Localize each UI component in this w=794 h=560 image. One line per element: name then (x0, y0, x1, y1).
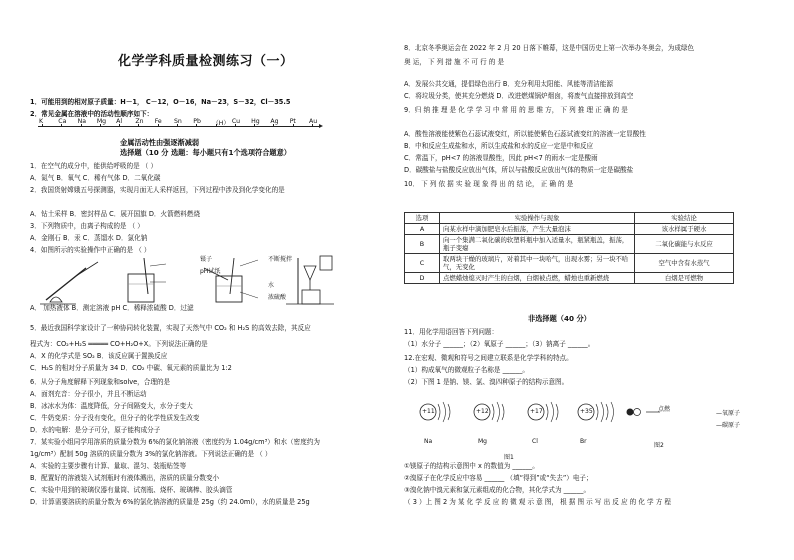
question-8-ab: A．发展公共交通，提倡绿色出行 B．充分利用太阳能、风能等清洁能源 (404, 80, 613, 88)
page-title: 化学学科质量检测练习（一） (118, 54, 294, 69)
question-6-a: A．面剂充音：分子很小，并且不断运动 (30, 390, 147, 398)
table-cell: 点燃蜡烛熄灭时产生的白烟，白烟被点燃，蜡烛也重新燃烧 (440, 273, 635, 284)
question-1: 1．在空气的成分中，能供给呼吸的是 （ ） (30, 162, 158, 170)
question-6: 6．从分子角度解释下列现象和solve，合理的是 (30, 378, 171, 386)
series-tick (61, 124, 62, 127)
question-5-options-ab: A．X 的化学式是 SO₂ B．该反应属于置换反应 (30, 352, 168, 360)
series-tick (81, 124, 82, 127)
atom-label-na: Na (424, 438, 433, 445)
label-stirring: 不断搅拌 (268, 256, 293, 263)
question-5-options-cd: C．H₂S 的相对分子质量为 34 D．CO₂ 中碳、氧元素的质量比为 1:2 (30, 364, 232, 372)
question-5-equation: 程式为：CO₂+H₂S ═════ CO+H₂O+X。下列说法正确的是 (30, 340, 208, 348)
series-tick (138, 124, 139, 127)
label-ph-paper: pH试纸 (200, 268, 221, 275)
activity-series-item: Au (309, 118, 318, 125)
activity-series-item: （H） (212, 120, 230, 127)
ph-test-icon (128, 258, 166, 302)
activity-series-item: K (39, 118, 44, 125)
question-12-2-1: ①镁原子的结构示意图中 x 的数值为 ______。 (404, 462, 539, 470)
activity-series-item: Pb (193, 118, 201, 125)
question-3-options: A．金刚石 B．汞 C．蒸馏水 D．氯化钠 (30, 234, 148, 242)
activity-caption: 金属活动性由强逐渐减弱 (120, 138, 200, 147)
question-9-c: C．常温下，pH<7 的溶液显酸性，因此 pH<7 的雨水一定是酸雨 (404, 154, 598, 162)
reaction-condition: 点燃 (658, 406, 671, 413)
dilute-acid-icon (204, 258, 258, 302)
question-7-b: B．配置好的溶液装入试剂瓶时有液体溅出，溶质的质量分数变小 (30, 474, 220, 482)
label-tweezers: 镊子 (200, 256, 213, 263)
question-8: 8．北京冬季奥运会在 2022 年 2 月 20 日落下帷幕，这是中国历史上第一次举办冬奥会，为成绿色 (404, 44, 695, 52)
table-cell: A (405, 224, 440, 235)
non-choice-heading: 非选择题（40 分） (528, 314, 591, 323)
question-8-cd: C．将垃圾分类，使其充分燃烧 D．改进燃煤锅炉烟囱，将废气直接排放到高空 (404, 92, 634, 100)
activity-series-item: Hg (251, 118, 260, 125)
choice-section-heading: 选择题（10 分 选题：每小题只有1个选项符合题意） (120, 148, 291, 157)
atomic-mass-note: 1．可能用到的相对原子质量：H－1， C－12，O－16，Na－23，S－32，Cl－35.5 (30, 98, 291, 106)
question-12-2-3: ③溴化钠中溴元素和氯元素组成的化合物，其化学式为 ______。 (404, 486, 591, 494)
left-column (30, 0, 402, 560)
figure-2-caption: 图2 (654, 442, 664, 449)
question-9-b: B．中和反应生成盐和水，所以生成盐和水的反应一定是中和反应 (404, 142, 594, 150)
question-2: 2．我国货射嫦娥五号探测器，实现月面无人采样返回，下列过程中涉及到化学变化的是 (30, 186, 285, 194)
question-11: 11．用化学用语回答下列问题： (404, 328, 499, 336)
right-column (404, 0, 774, 560)
series-tick (254, 124, 255, 127)
question-7-a: A．实验的主要步骤有计算、量取、混匀、装瓶贴签等 (30, 462, 187, 470)
experiment-table (404, 212, 734, 284)
nucleus-br: +35 (580, 408, 593, 415)
question-9: 9．归 纳 推 理 是 化 学 学 习 中 常 用 的 思 维 方， 下 列 推 理 正 确 的 是 (404, 106, 628, 114)
question-9-d: D．碳酸盐与盐酸反应放出气体，所以与盐酸反应放出气体的物质一定是碳酸盐 (404, 166, 634, 174)
label-water: 水 (268, 282, 275, 289)
table-cell: 白烟是可燃物 (635, 273, 734, 284)
question-12-3: （ 3 ）上 图 2 为 某 化 学 反 应 的 微 观 示 意 图， 根 据 图 示 写 出 反 应 的 化 学 方 程 (404, 498, 671, 506)
table-cell: 向某水样中滴加肥皂水后振荡，产生大量泡沫 (440, 224, 635, 235)
table-cell: 二氧化碳能与水反应 (635, 235, 734, 254)
atom-structure-figure (408, 392, 671, 448)
nucleus-mg: +12 (476, 408, 489, 415)
series-tick (196, 124, 197, 127)
table-cell: 空气中含有水蒸气 (635, 254, 734, 273)
filtration-icon (286, 256, 334, 304)
series-tick (100, 124, 101, 127)
question-4-options: A． 加热液体 B．测定溶液 pH C．稀释浓硫酸 D．过滤 (30, 304, 194, 312)
table-cell: 向一个集满二氧化碳的软塑料瓶中加入适量水，瓶紧瓶盖，振荡，瓶子变瘪 (440, 235, 635, 254)
series-tick (158, 124, 159, 127)
activity-series-item: Fe (154, 118, 162, 125)
series-tick (273, 124, 274, 127)
question-9-a: A．酸性溶液能使紫色石蕊试液变红，所以能使紫色石蕊试液变红的溶液一定显酸性 (404, 130, 646, 138)
nucleus-na: +11 (422, 408, 435, 415)
series-tick (312, 124, 313, 127)
series-tick (216, 124, 217, 127)
table-cell: D (405, 273, 440, 284)
table-header-row (405, 213, 734, 224)
activity-series-item: Ca (58, 118, 67, 125)
question-11-blanks: （1）水分子 ______；（2）氧原子 ______；（3）钠离子 ______。 (404, 340, 595, 348)
table-row (405, 235, 734, 254)
atom-label-mg: Mg (478, 438, 487, 445)
activity-series-item: Sn (174, 118, 182, 125)
table-header: 实验操作与现象 (440, 213, 635, 224)
question-12: 12.在宏观、微观和符号之间建立联系是化学学科的特点。 (404, 354, 573, 362)
question-10: 10． 下 列 依 据 实 验 现 象 得 出 的 结 论， 正 确 的 是 (404, 180, 574, 188)
activity-series-item: Zn (135, 118, 144, 125)
table-row (405, 254, 734, 273)
table-cell: B (405, 235, 440, 254)
question-8-cont: 奥 运， 下 列 措 施 不 可 行 的 是 (404, 58, 505, 66)
figure-1-caption: 图1 (504, 454, 514, 461)
question-7-c: C．实验中用到的玻璃仪器有量筒、试剂瓶、烧杯、玻璃棒、胶头滴管 (30, 486, 233, 494)
atom-label-cl: Cl (532, 438, 538, 445)
activity-series-bar (38, 118, 320, 135)
reaction-diagram-icon (627, 409, 661, 416)
table-cell: C (405, 254, 440, 273)
series-tick (235, 124, 236, 127)
series-tick (293, 124, 294, 127)
series-tick (42, 124, 43, 127)
legend-oxygen: —氧原子 (716, 410, 741, 417)
label-conc-acid: 浓硫酸 (268, 294, 287, 301)
question-7-cont: 1g/cm³）配制 50g 溶质的质量分数为 3%的氯化钠溶液。下列说法正确的是 （ ） (30, 450, 272, 458)
activity-series-item: Ag (270, 118, 279, 125)
table-cell: 取两块干燥的玻璃片，对着其中一块哈气，出现水雾；另一块不哈气，无变化 (440, 254, 635, 273)
question-6-d: D．水的电解：是分子可分，原子能构成分子 (30, 426, 161, 434)
question-7: 7．某实验小组同学用溶质的质量分数为 6%的氯化钠溶液（密度约为 1.04g/cm³）和水（密度约为 (30, 438, 321, 446)
table-header: 选项 (405, 213, 440, 224)
question-6-c: C．牛奶变质：分子没有变化，但分子的化学性质发生改变 (30, 414, 200, 422)
question-3: 3．下列物质中，由离子构成的是 （ ） (30, 222, 144, 230)
activity-series-item: Cu (231, 118, 241, 125)
activity-series-item: Na (77, 118, 86, 125)
question-7-d: D．计算需要溶质的质量分数为 6%的氯化钠溶液的质量是 25g（约 24.0ml），水的质量是 25g (30, 498, 310, 506)
table-cell: 该水样属于硬水 (635, 224, 734, 235)
nucleus-cl: +17 (530, 408, 543, 415)
question-1-options: A．氮气 B．氧气 C．稀有气体 D．二氧化碳 (30, 174, 161, 182)
legend-carbon: —碳原子 (716, 422, 741, 429)
activity-series-item: Mg (96, 118, 107, 125)
table-header: 实验结论 (635, 213, 734, 224)
question-6-b: B．冰冰水为体：温度降低，分子间隔变大，水分子变大 (30, 402, 193, 410)
series-tick (177, 124, 178, 127)
table-row (405, 273, 734, 284)
question-12-2: （2）下图 1 是钠、镁、氯、溴四种原子的结构示意图。 (404, 378, 569, 386)
question-4: 4．如图所示的实验操作中正确的是 （ ） (30, 246, 151, 254)
question-2-options: A．钻土采样 B．密封样品 C．展开国旗 D．火箭燃料燃烧 (30, 210, 201, 218)
table-row (405, 224, 734, 235)
question-12-1: （1）构成氧气的微观粒子名称是 ______。 (404, 366, 529, 374)
question-12-2-2: ②溴原子在化学反应中容易 ______ （填“得到”或“失去”）电子； (404, 474, 593, 482)
heating-liquid-icon (40, 262, 98, 304)
activity-series-item: Al (116, 118, 123, 125)
activity-series-item: Pt (289, 118, 296, 125)
activity-series-heading: 2．常见金属在溶液中的活动性顺序如下： (30, 110, 154, 118)
atom-label-br: Br (580, 438, 587, 445)
question-5: 5．最近我国科学家设计了一种协同转化装置，实现了天然气中 CO₂ 和 H₂S 的高效去除，其反应 (30, 324, 311, 332)
series-arrow-icon (319, 124, 323, 128)
series-tick (119, 124, 120, 127)
